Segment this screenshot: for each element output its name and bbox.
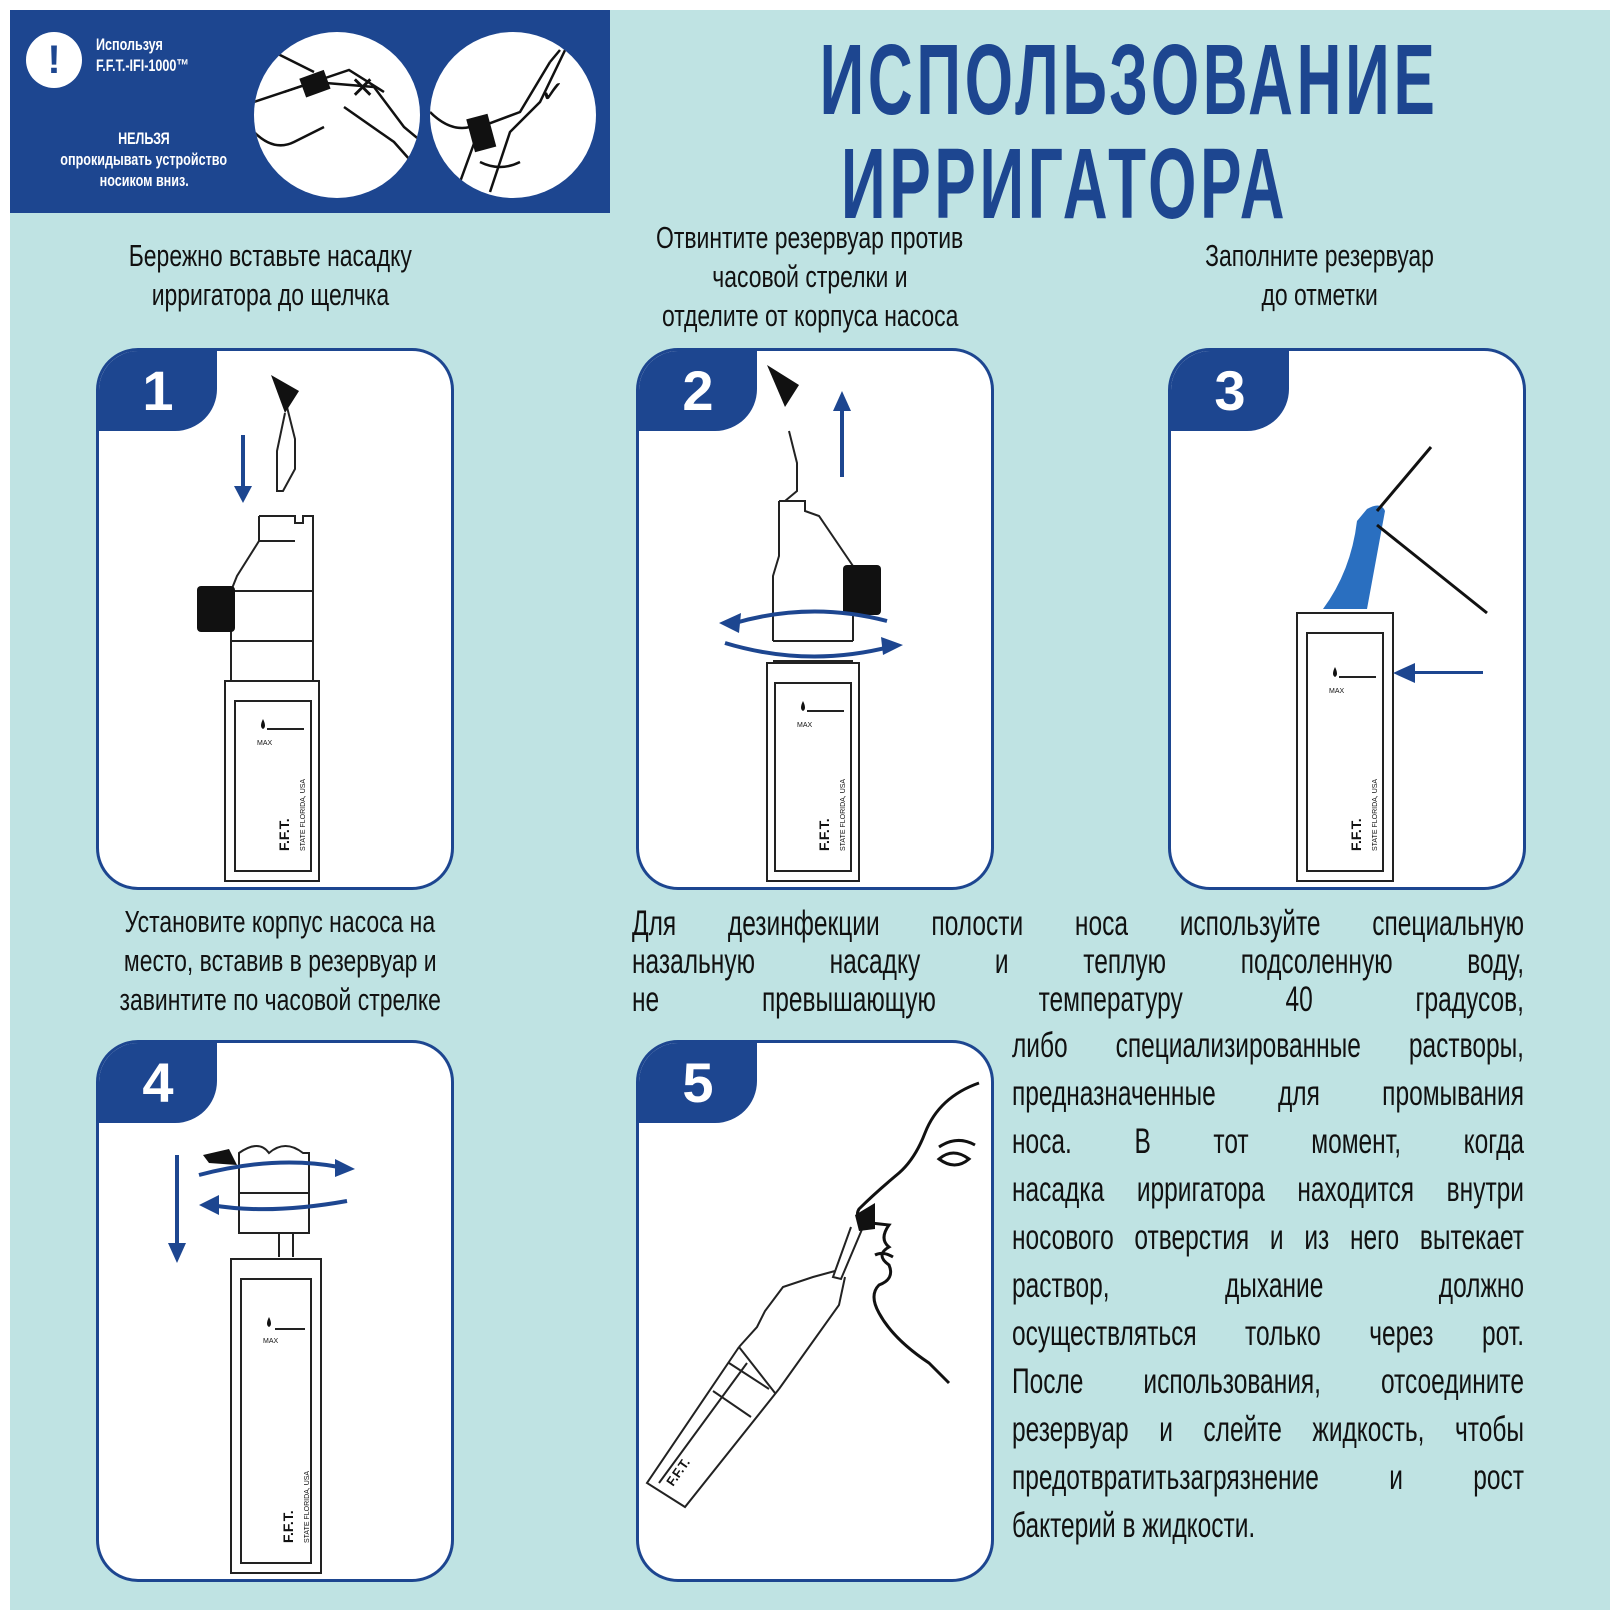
- step3-caption: [1120, 236, 1520, 314]
- step5-bottom-line: [1012, 1310, 1524, 1358]
- step-number-badge: 1: [99, 351, 217, 431]
- step5-bottom-line-text: носа. В тот момент, когда: [1012, 1122, 1524, 1161]
- wrong-usage-illustration: [254, 32, 420, 198]
- step4-caption: [50, 902, 510, 1019]
- step5-bottom-line-text: предотвратитьзагрязнение и рост: [1012, 1458, 1524, 1497]
- step5-bottom-line: [1012, 1166, 1524, 1214]
- step5-bottom-line-text: осуществляться только через рот.: [1012, 1314, 1524, 1353]
- step1-illustration: [99, 351, 451, 887]
- warning-using-line1: Используя: [96, 35, 163, 54]
- brand-logo: F.F.T.: [816, 818, 832, 851]
- step-number-badge: 3: [1171, 351, 1289, 431]
- step5-top-line: [632, 943, 1524, 981]
- brand-logo: F.F.T.: [280, 1510, 296, 1543]
- step5-top-line-text: Для дезинфекции полости носа используйте специальную: [632, 905, 1524, 943]
- brand-logo: F.F.T.: [276, 818, 292, 851]
- max-label: MAX: [797, 722, 813, 729]
- step5-bottom-line-text: насадка ирригатора находится внутри: [1012, 1170, 1524, 1209]
- warning-forbid-line2: опрокидывать устройство: [60, 150, 228, 169]
- title-line2: ИРРИГАТОРА: [841, 128, 1289, 240]
- step1-caption: [60, 236, 480, 314]
- right-mark: ✓: [540, 75, 566, 110]
- exclamation-icon: !: [26, 32, 82, 88]
- step5-bottom-line: [1012, 1454, 1524, 1502]
- step5-bottom-line: [1012, 1358, 1524, 1406]
- step5-illustration: [639, 1043, 991, 1579]
- step5-bottom-line: [1012, 1214, 1524, 1262]
- step5-bottom-line-text: После использования, отсоедините: [1012, 1362, 1524, 1401]
- max-label: MAX: [263, 1338, 279, 1345]
- max-label: MAX: [257, 740, 273, 747]
- brand-origin: STATE FLORIDA, USA: [840, 778, 847, 851]
- step3-card: [1168, 348, 1526, 890]
- step5-bottom-line-text: бактерий в жидкости.: [1012, 1506, 1256, 1545]
- step-number-badge: 5: [639, 1043, 757, 1123]
- step5-card: [636, 1040, 994, 1582]
- warning-using-text: [96, 34, 216, 76]
- step3-illustration: [1171, 351, 1523, 887]
- title-line1: ИСПОЛЬЗОВАНИЕ: [819, 24, 1439, 136]
- step4-illustration: [99, 1043, 451, 1579]
- brand-origin: STATE FLORIDA, USA: [300, 778, 307, 851]
- step4-caption-line: Установите корпус насоса на: [124, 904, 436, 939]
- step5-top-line-text: назальную насадку и теплую подсоленную воду,: [632, 943, 1524, 981]
- step5-bottom-line-text: либо специализированные растворы,: [1012, 1026, 1524, 1065]
- step3-caption-line: до отметки: [1261, 277, 1379, 312]
- right-usage-illustration: [430, 32, 596, 198]
- step1-caption-line: ирригатора до щелчка: [151, 277, 389, 312]
- brand-logo: F.F.T.: [663, 1455, 693, 1489]
- step5-instructions-bottom: [1012, 1022, 1524, 1550]
- step2-illustration: [639, 351, 991, 887]
- step5-bottom-line: [1012, 1502, 1524, 1550]
- step4-card: [96, 1040, 454, 1582]
- step5-bottom-line-text: резервуар и слейте жидкость, чтобы: [1012, 1410, 1524, 1449]
- step4-caption-line: завинтите по часовой стрелке: [119, 982, 441, 1017]
- step5-bottom-line: [1012, 1070, 1524, 1118]
- brand-origin: STATE FLORIDA, USA: [1372, 778, 1379, 851]
- warning-forbid-line1: НЕЛЬЗЯ: [118, 129, 170, 148]
- step5-instructions-top: [632, 905, 1524, 1019]
- warning-forbid-line3: носиком вниз.: [99, 171, 189, 190]
- step-number-badge: 4: [99, 1043, 217, 1123]
- step5-bottom-line: [1012, 1118, 1524, 1166]
- brand-origin: STATE FLORIDA, USA: [304, 1470, 311, 1543]
- warning-box: [10, 10, 610, 213]
- step2-caption-line: часовой стрелки и: [712, 259, 908, 294]
- step5-bottom-line-text: носового отверстия и из него вытекает: [1012, 1218, 1524, 1257]
- step1-caption-line: Бережно вставьте насадку: [128, 238, 412, 273]
- step-number-badge: 2: [639, 351, 757, 431]
- step3-caption-line: Заполните резервуар: [1205, 238, 1435, 273]
- step5-top-line: [632, 981, 1524, 1019]
- step2-caption-line: Отвинтите резервуар против: [656, 220, 964, 255]
- step2-caption: [570, 218, 1050, 335]
- step2-caption-line: отделите от корпуса насоса: [661, 298, 959, 333]
- step5-bottom-line-text: раствор, дыхание должно: [1012, 1266, 1524, 1305]
- wrong-mark: ✕: [350, 71, 376, 106]
- step5-top-line-text: не превышающую температуру 40 градусов,: [632, 981, 1524, 1019]
- step5-bottom-line: [1012, 1406, 1524, 1454]
- step2-card: [636, 348, 994, 890]
- step5-bottom-line: [1012, 1022, 1524, 1070]
- warning-model-line: F.F.T.-IFI-1000™: [96, 56, 189, 75]
- step5-bottom-line-text: предназначенные для промывания: [1012, 1074, 1524, 1113]
- step5-bottom-line: [1012, 1262, 1524, 1310]
- warning-forbid-text: [24, 128, 264, 191]
- step4-caption-line: место, вставив в резервуар и: [123, 943, 437, 978]
- step1-card: [96, 348, 454, 890]
- brand-logo: F.F.T.: [1348, 818, 1364, 851]
- max-label: MAX: [1329, 688, 1345, 695]
- step5-top-line: [632, 905, 1524, 943]
